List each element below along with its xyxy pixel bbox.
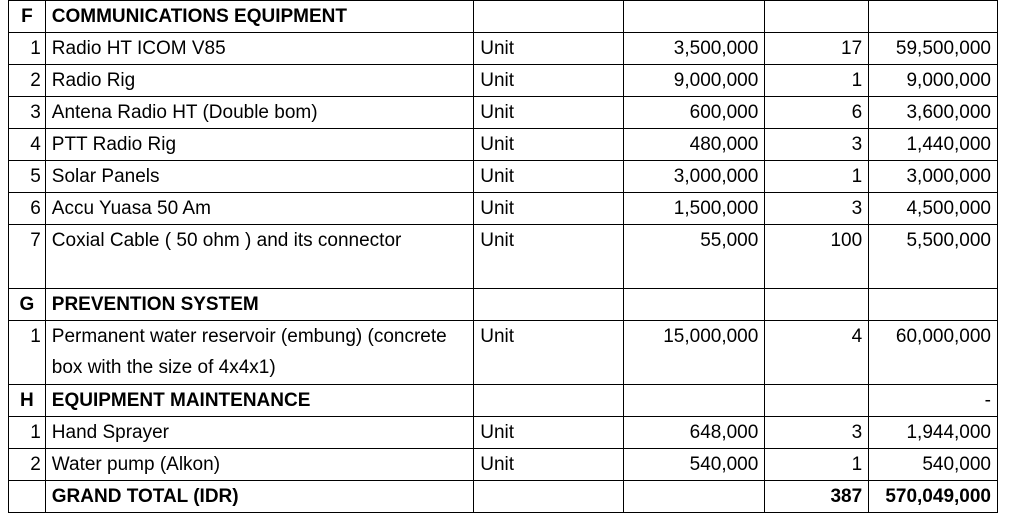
item-quantity: 4 [765, 321, 869, 385]
item-unit: Unit [474, 65, 623, 97]
table-row [9, 321, 998, 385]
empty-cell [623, 289, 765, 321]
item-quantity: 100 [765, 225, 869, 289]
item-description: Radio Rig [45, 65, 473, 97]
item-unit: Unit [474, 225, 623, 289]
item-price: 9,000,000 [623, 65, 765, 97]
section-total: - [869, 385, 998, 417]
item-quantity: 17 [765, 33, 869, 65]
table-row [9, 65, 998, 97]
item-price: 15,000,000 [623, 321, 765, 385]
table-row [9, 129, 998, 161]
item-unit: Unit [474, 321, 623, 385]
item-unit: Unit [474, 129, 623, 161]
item-description: PTT Radio Rig [45, 129, 473, 161]
section-letter: F [9, 1, 46, 33]
empty-cell [623, 481, 765, 513]
item-number: 1 [9, 417, 46, 449]
item-price: 648,000 [623, 417, 765, 449]
table-row [9, 161, 998, 193]
grand-total-row [9, 481, 998, 513]
item-quantity: 6 [765, 97, 869, 129]
section-title: COMMUNICATIONS EQUIPMENT [45, 1, 473, 33]
empty-cell [623, 1, 765, 33]
section-header-row [9, 1, 998, 33]
item-number: 1 [9, 321, 46, 385]
item-total: 540,000 [869, 449, 998, 481]
item-number: 3 [9, 97, 46, 129]
item-total: 5,500,000 [869, 225, 998, 289]
item-quantity: 1 [765, 161, 869, 193]
empty-cell [474, 481, 623, 513]
empty-cell [9, 481, 46, 513]
item-description: Water pump (Alkon) [45, 449, 473, 481]
item-unit: Unit [474, 161, 623, 193]
item-number: 6 [9, 193, 46, 225]
grand-total-quantity: 387 [765, 481, 869, 513]
item-price: 3,000,000 [623, 161, 765, 193]
budget-table [8, 0, 998, 513]
item-number: 4 [9, 129, 46, 161]
item-price: 55,000 [623, 225, 765, 289]
item-quantity: 3 [765, 129, 869, 161]
section-header-row [9, 289, 998, 321]
item-quantity: 3 [765, 193, 869, 225]
item-unit: Unit [474, 33, 623, 65]
item-price: 1,500,000 [623, 193, 765, 225]
table-row [9, 193, 998, 225]
section-letter: H [9, 385, 46, 417]
item-unit: Unit [474, 193, 623, 225]
item-total: 60,000,000 [869, 321, 998, 385]
table-row [9, 417, 998, 449]
table-row [9, 449, 998, 481]
item-price: 600,000 [623, 97, 765, 129]
item-total: 59,500,000 [869, 33, 998, 65]
item-total: 9,000,000 [869, 65, 998, 97]
item-price: 3,500,000 [623, 33, 765, 65]
item-unit: Unit [474, 417, 623, 449]
item-number: 2 [9, 449, 46, 481]
item-description: Solar Panels [45, 161, 473, 193]
empty-cell [765, 289, 869, 321]
empty-cell [869, 1, 998, 33]
item-description: Radio HT ICOM V85 [45, 33, 473, 65]
item-price: 480,000 [623, 129, 765, 161]
item-description: Accu Yuasa 50 Am [45, 193, 473, 225]
section-title: EQUIPMENT MAINTENANCE [45, 385, 473, 417]
item-quantity: 1 [765, 449, 869, 481]
table-row [9, 225, 998, 289]
item-total: 3,600,000 [869, 97, 998, 129]
item-number: 1 [9, 33, 46, 65]
empty-cell [765, 1, 869, 33]
item-total: 1,440,000 [869, 129, 998, 161]
empty-cell [869, 289, 998, 321]
item-number: 2 [9, 65, 46, 97]
empty-cell [474, 289, 623, 321]
item-number: 5 [9, 161, 46, 193]
table-row [9, 97, 998, 129]
grand-total-amount: 570,049,000 [869, 481, 998, 513]
empty-cell [474, 385, 623, 417]
item-unit: Unit [474, 449, 623, 481]
empty-cell [474, 1, 623, 33]
item-total: 1,944,000 [869, 417, 998, 449]
item-quantity: 3 [765, 417, 869, 449]
grand-total-label: GRAND TOTAL (IDR) [45, 481, 473, 513]
empty-cell [623, 385, 765, 417]
section-letter: G [9, 289, 46, 321]
table-row [9, 33, 998, 65]
item-price: 540,000 [623, 449, 765, 481]
item-number: 7 [9, 225, 46, 289]
item-description: Coxial Cable ( 50 ohm ) and its connector [45, 225, 473, 289]
section-header-row [9, 385, 998, 417]
item-total: 4,500,000 [869, 193, 998, 225]
item-description: Permanent water reservoir (embung) (concrete box with the size of 4x4x1) [45, 321, 473, 385]
item-quantity: 1 [765, 65, 869, 97]
item-unit: Unit [474, 97, 623, 129]
empty-cell [765, 385, 869, 417]
item-total: 3,000,000 [869, 161, 998, 193]
section-title: PREVENTION SYSTEM [45, 289, 473, 321]
item-description: Antena Radio HT (Double bom) [45, 97, 473, 129]
item-description: Hand Sprayer [45, 417, 473, 449]
